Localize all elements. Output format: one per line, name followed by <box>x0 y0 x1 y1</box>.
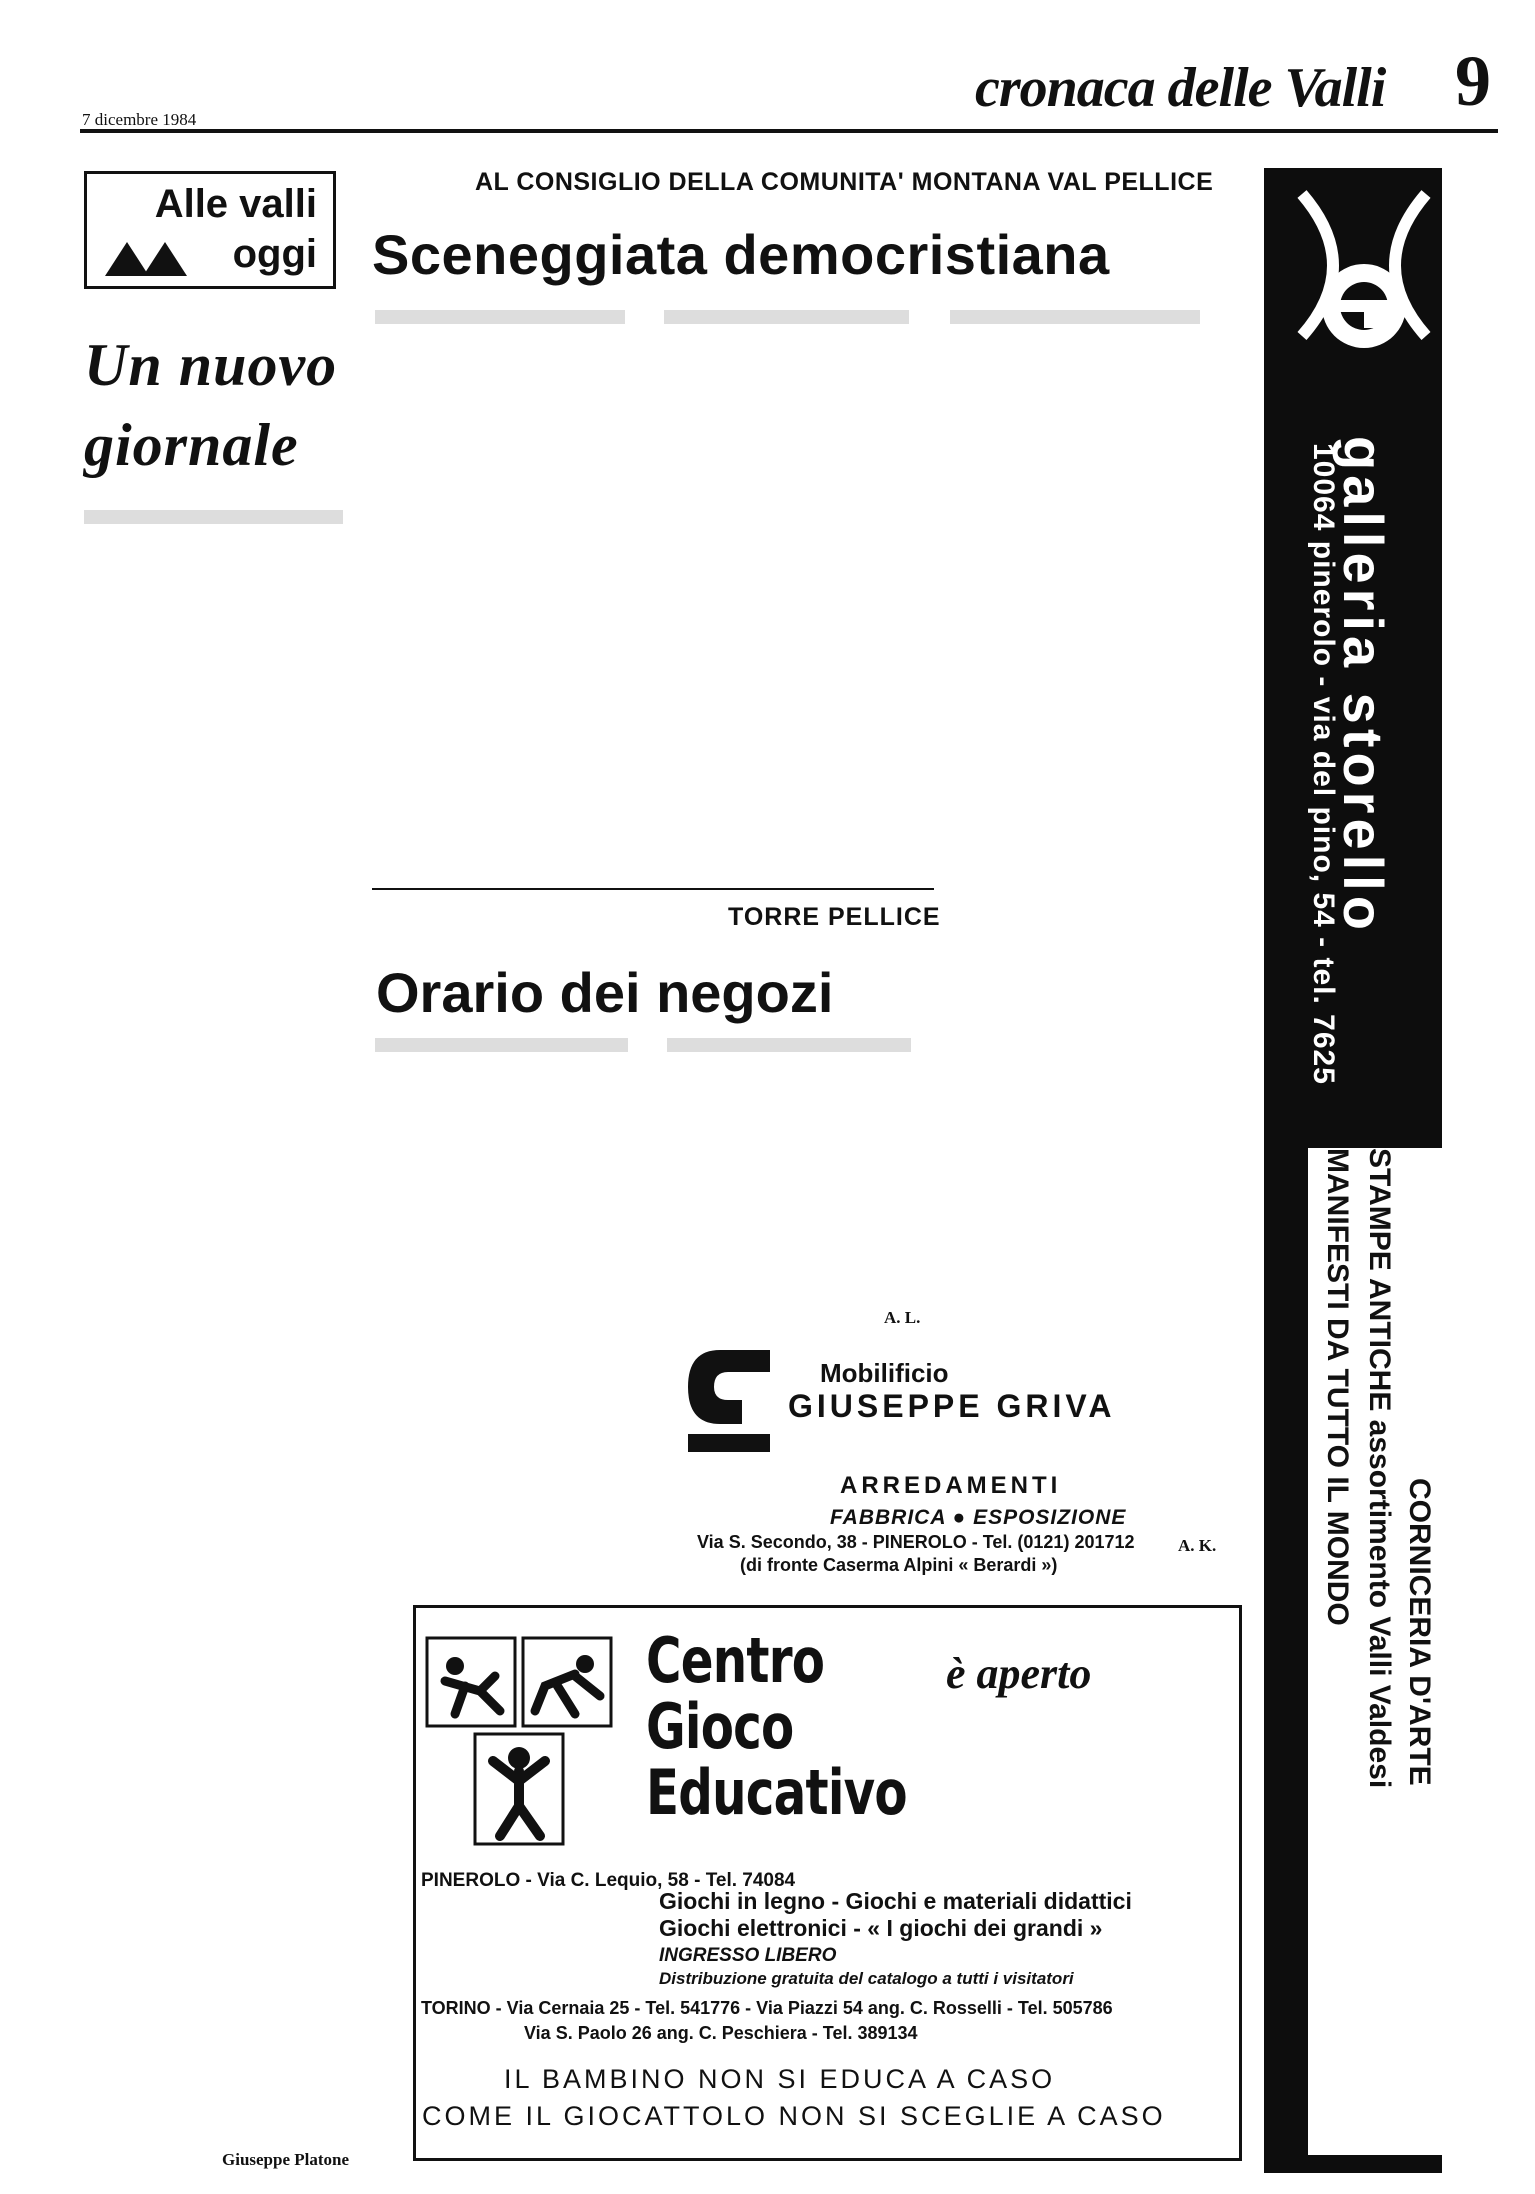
second-article-column-2 <box>667 1038 932 1298</box>
masthead-rule <box>80 129 1498 133</box>
mobilificio-logo-icon <box>680 1342 775 1457</box>
column-logo <box>84 171 336 289</box>
centro-gioco-entry: INGRESSO LIBERO <box>659 1945 837 1966</box>
centro-gioco-title-line3: Educativo <box>646 1756 907 1829</box>
centro-gioco-slogan-1: IL BAMBINO NON SI EDUCA A CASO <box>504 2064 1056 2094</box>
page-number: 9 <box>1455 41 1491 121</box>
illegible-text-placeholder <box>667 1038 911 1052</box>
second-article-signature: A. L. <box>884 1308 921 1327</box>
mobilificio-name: GIUSEPPE GRIVA <box>788 1388 1116 1424</box>
galleria-name: galleria storello <box>1332 436 1395 935</box>
second-article-kicker: TORRE PELLICE <box>728 903 941 931</box>
mobilificio-category: ARREDAMENTI <box>840 1472 1062 1499</box>
centro-gioco-address-pinerolo: PINEROLO - Via C. Lequio, 58 - Tel. 74084 <box>421 1870 796 1891</box>
centro-gioco-status: è aperto <box>946 1649 1092 1698</box>
article-column-1 <box>375 310 647 870</box>
centro-gioco-title-line2: Gioco <box>646 1690 794 1763</box>
centro-gioco-slogan-2: COME IL GIOCATTOLO NON SI SCEGLIE A CASO <box>422 2101 1166 2131</box>
corniceria-advertisement <box>1308 1148 1442 2155</box>
second-article-headline: Orario dei negozi <box>376 961 834 1024</box>
second-article-column-1 <box>375 1038 650 1628</box>
column-logo-line1: Alle valli <box>154 182 317 226</box>
section-divider <box>372 888 934 890</box>
corniceria-line-2: STAMPE ANTICHE assortimento Valli Valdesi <box>1363 1148 1396 1789</box>
corniceria-line-1: CORNICERIA D'ARTE <box>1403 1478 1436 1786</box>
article-headline: Sceneggiata democristiana <box>372 223 1110 286</box>
sidebar-body-text <box>84 510 366 1810</box>
centro-gioco-address-torino-1: TORINO - Via Cernaia 25 - Tel. 541776 - Via Piazzi 54 ang. C. Rosselli - Tel. 505786 <box>421 1998 1113 2018</box>
galleria-address: 10064 pinerolo - via del pino, 54 - tel. 7625 <box>1307 443 1340 1085</box>
article-signature: A. K. <box>1178 1536 1217 1555</box>
centro-gioco-distribution: Distribuzione gratuita del catalogo a tutti i visitatori <box>659 1969 1074 1988</box>
centro-gioco-address-torino-2: Via S. Paolo 26 ang. C. Peschiera - Tel. 389134 <box>524 2023 918 2043</box>
centro-gioco-offer-2: Giochi elettronici - « I giochi dei grandi » <box>659 1915 1103 1941</box>
centro-gioco-title-line1: Centro <box>646 1624 825 1697</box>
sidebar-author: Giuseppe Platone <box>222 2150 350 2169</box>
issue-date: 7 dicembre 1984 <box>82 110 197 129</box>
sidebar-title: Un nuovo giornale <box>84 332 338 478</box>
article-kicker: AL CONSIGLIO DELLA COMUNITA' MONTANA VAL PELLICE <box>475 168 1214 196</box>
illegible-text-placeholder <box>375 1038 628 1052</box>
mobilificio-subtitle: FABBRICA ● ESPOSIZIONE <box>830 1506 1127 1529</box>
illegible-text-placeholder <box>950 310 1200 324</box>
mobilificio-address: Via S. Secondo, 38 - PINEROLO - Tel. (0121) 201712 <box>697 1532 1135 1552</box>
mobilificio-note: (di fronte Caserma Alpini « Berardi ») <box>740 1555 1058 1575</box>
article-column-2 <box>664 310 930 870</box>
illegible-text-placeholder <box>664 310 909 324</box>
corniceria-line-3: MANIFESTI DA TUTTO IL MONDO <box>1321 1148 1354 1626</box>
mobilificio-advertisement <box>678 1328 1222 1592</box>
illegible-text-placeholder <box>375 310 625 324</box>
illegible-text-placeholder <box>84 510 343 524</box>
column-logo-line2: oggi <box>232 232 317 276</box>
mobilificio-title: Mobilificio <box>820 1358 949 1388</box>
centro-gioco-advertisement <box>413 1605 1242 2161</box>
centro-gioco-offer-1: Giochi in legno - Giochi e materiali didattici <box>659 1888 1132 1914</box>
newspaper-masthead: cronaca delle Valli <box>975 57 1386 119</box>
centro-gioco-title <box>646 1624 907 1829</box>
